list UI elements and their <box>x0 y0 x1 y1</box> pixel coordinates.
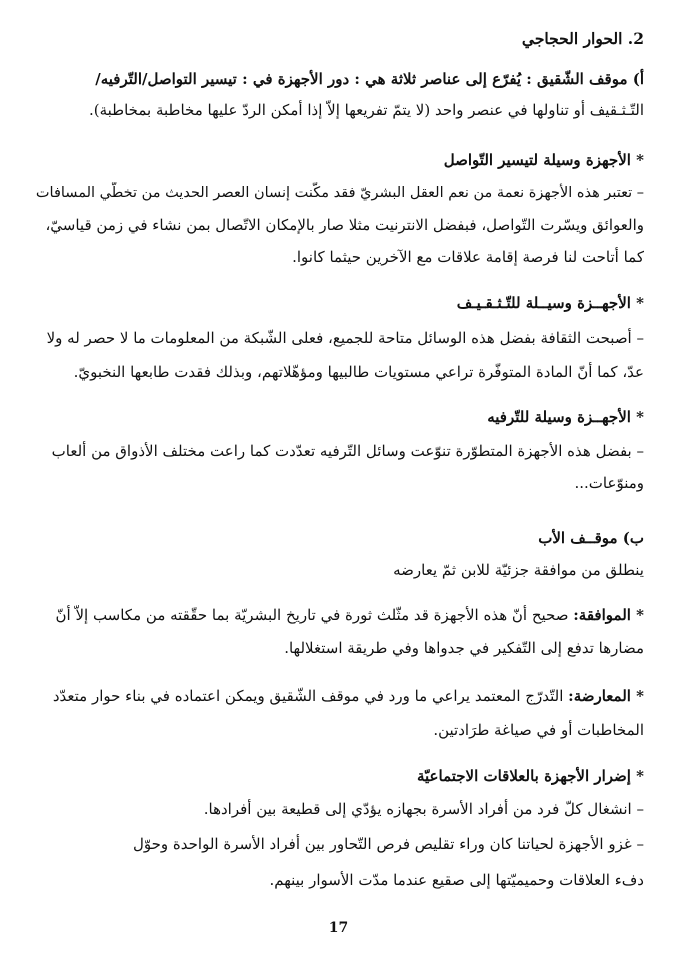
point3-heading: * الأجهــزة وسيلة للتّرفيه <box>487 408 644 426</box>
point4-line: دفء العلاقات وحميميّتها إلى صقيع عندما مدّت الأسوار بينهم. <box>269 871 644 889</box>
point2-line: عدّ، كما أنّ المادة المتوفّرة تراعي مستويات طالبيها ومؤهّلاتهم، وبذلك فقدت طابعها النخبويّ. <box>73 363 644 381</box>
point4-line: – انشغال كلّ فرد من أفراد الأسرة بجهازه يؤدّي إلى قطيعة بين أفرادها. <box>203 800 644 818</box>
part-b-intro: ينطلق من موافقة جزئيّة للابن ثمّ يعارضه <box>393 561 644 579</box>
agreement-text: صحيح أنّ هذه الأجهزة قد مثّلث ثورة في تاريخ البشريّة بما حقّقته من مكاسب إلاّ أنّ <box>55 606 569 624</box>
part-a-text: أ) موقف الشّقيق : يُفرّع إلى عناصر ثلاثة هي : دور الأجهزة في : تيسير التواصل/التّرفيه/ <box>95 70 644 88</box>
page-number: 17 <box>328 920 349 936</box>
part-b-heading: ب) موقــف الأب <box>538 529 644 547</box>
point2-line: – أصبحت الثقافة بفضل هذه الوسائل متاحة للجميع، فعلى الشّبكة من المعلومات ما لا حصر له ولا <box>46 329 644 347</box>
section-title: 2. الحوار الحجاجي <box>521 29 644 48</box>
opposition-line <box>30 685 644 707</box>
opposition-label: * المعارضة: <box>568 687 644 705</box>
point1-heading: * الأجهزة وسيلة لتيسير التّواصل <box>443 151 644 169</box>
point3-line: – بفضل هذه الأجهزة المتطوّرة تنوّعت وسائل التّرفيه تعدّدت كما راعت مختلف الأذواق من ألعاب <box>51 442 644 460</box>
point3-line: ومنوّعات... <box>574 474 644 492</box>
opposition-text: التّدرّج المعتمد يراعي ما ورد في موقف الشّقيق ويمكن اعتماده في بناء حوار متعدّد <box>52 687 564 705</box>
point2-heading: * الأجهــزة وسيــلة للتّـثـقـيـف <box>456 294 644 312</box>
agreement-line <box>30 604 644 626</box>
agreement-label: * الموافقة: <box>573 606 644 624</box>
opposition-line: المخاطبات أو في صياغة طرَادتين. <box>433 721 644 739</box>
part-a-line: التّـثـقيف أو تناولها في عنصر واحد (لا يتمّ تفريعها إلاّ إذا أمكن الردّ عليها مخاطبة بمخاطبة). <box>88 101 644 119</box>
agreement-line: مضارها تدفع إلى التّفكير في جدواها وفي طريقة استغلالها. <box>284 639 644 657</box>
point4-heading: * إضرار الأجهزة بالعلاقات الاجتماعيّة <box>416 767 644 785</box>
part-a-line <box>30 68 644 90</box>
point4-line: – غزو الأجهزة لحياتنا كان وراء تقليص فرص التّحاور بين أفراد الأسرة الواحدة وحوّل <box>133 835 644 853</box>
point1-line: – تعتبر هذه الأجهزة نعمة من نعم العقل البشريّ فقد مكّنت إنسان العصر الحديث من تخطّي المسافات <box>35 185 644 201</box>
point1-line: كما أتاحت لنا فرصة إقامة علاقات مع الآخرين حيثما كانوا. <box>292 248 644 266</box>
point1-line: والعوائق ويسّرت التّواصل، فبفضل الانترنيت مثلا صار بالإمكان الاتّصال بمن نشاء في زمن قياسيّ، <box>45 216 644 234</box>
